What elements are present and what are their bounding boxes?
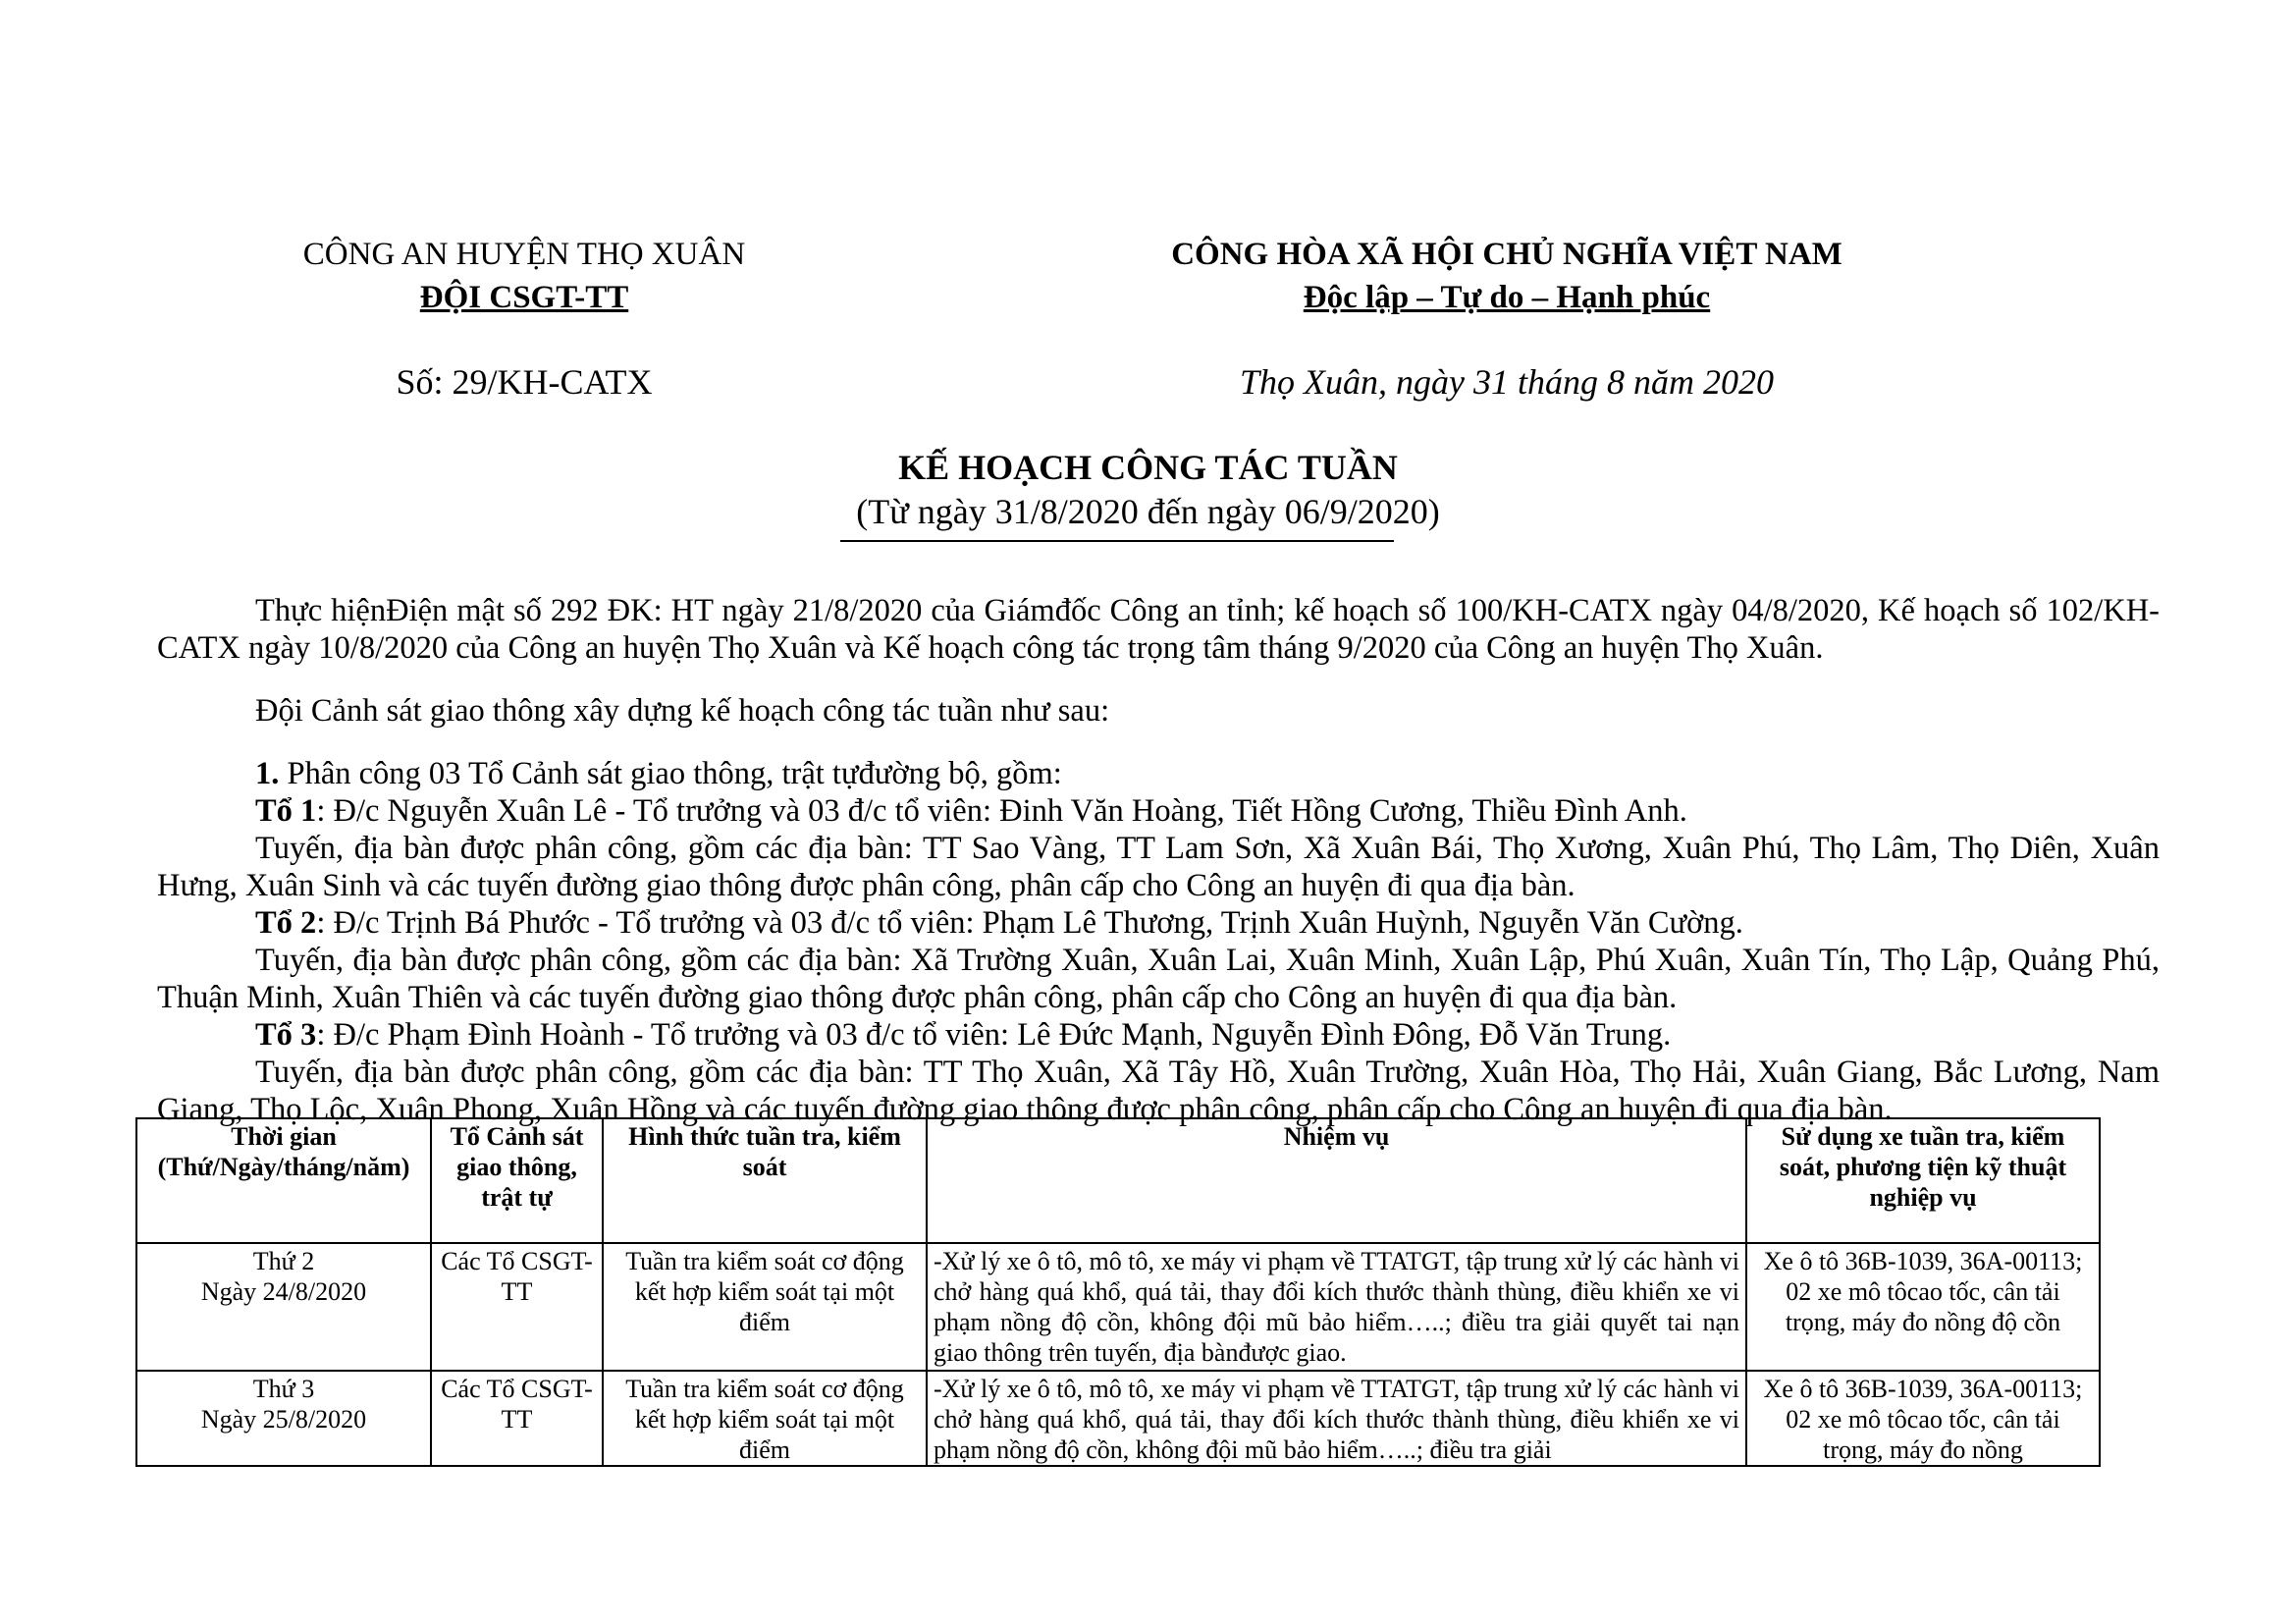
cell-equipment-text: Xe ô tô 36B-1039, 36A-00113; 02 xe mô tôcao tốc, cân tải trọng, máy đo nồng [1763,1375,2083,1464]
cell-task [927,1243,1746,1371]
cell-time [136,1243,431,1371]
section-1-paragraph [157,755,2160,792]
header-task: Nhiệm vụ [927,1118,1746,1243]
subtitle-underline [840,540,1394,542]
header-team: Tổ Cảnh sát giao thông, trật tự [431,1118,603,1243]
cell-equipment-text: Xe ô tô 36B-1039, 36A-00113; 02 xe mô tôcao tốc, cân tải trọng, máy đo nồng độ cồn [1763,1247,2083,1336]
team-1-label: Tổ 1 [255,793,317,829]
place-date: Thọ Xuân, ngày 31 tháng 8 năm 2020 [1240,362,1774,402]
cell-team: Các Tổ CSGT-TT [431,1243,603,1371]
header-time [136,1118,431,1243]
team-1-paragraph [157,792,2160,830]
section-1-number: 1. [255,756,280,791]
header-equipment: Sử dụng xe tuần tra, kiểm soát, phương tiện kỹ thuật nghiệp vụ [1746,1118,2100,1243]
header-time-line1: Thời gian [231,1122,337,1151]
nation-name: CÔNG HÒA XÃ HỘI CHỦ NGHĨA VIỆT NAM [1171,237,1842,272]
team-2-paragraph [157,904,2160,942]
team-1-area: Tuyến, địa bàn được phân công, gồm các địa bàn: TT Sao Vàng, TT Lam Sơn, Xã Xuân Bái, Thọ Xương, Xuân Phú, Thọ Lâm, Thọ Diên, Xuân Hưng, Xuân Sinh và các tuyến đường giao thông được phân công, phân cấp cho Công an huyện đi qua địa bàn. [157,831,2160,903]
table-row [136,1371,2100,1466]
team-2-area: Tuyến, địa bàn được phân công, gồm các địa bàn: Xã Trường Xuân, Xuân Lai, Xuân Minh, Xuân Lập, Phú Xuân, Xuân Tín, Thọ Lập, Quảng Phú, Thuận Minh, Xuân Thiên và các tuyến đường giao thông được phân công, phân cấp cho Công an huyện đi qua địa bàn. [157,943,2160,1015]
cell-day: Thứ 2 [252,1247,315,1275]
cell-form: Tuần tra kiểm soát cơ động kết hợp kiểm soát tại một điểm [603,1243,927,1371]
header-left [265,233,783,319]
cell-team: Các Tổ CSGT-TT [431,1371,603,1466]
team-3-area: Tuyến, địa bàn được phân công, gồm các địa bàn: TT Thọ Xuân, Xã Tây Hồ, Xuân Trường, Xuân Hòa, Thọ Hải, Xuân Giang, Bắc Lương, Nam Giang, Thọ Lộc, Xuân Phong, Xuân Hồng và các tuyến đường giao thông được phân công, phân cấp cho Công an huyện đi qua địa bàn. [157,1055,2160,1127]
header-right [1099,233,1914,319]
header-time-line2: (Thứ/Ngày/tháng/năm) [157,1153,410,1181]
document-number: Số: 29/KH-CATX [396,362,653,402]
team-3-paragraph [157,1016,2160,1054]
cell-task-text: -Xử lý xe ô tô, mô tô, xe máy vi phạm về TTATGT, tập trung xử lý các hành vi chở hàng quá khổ, quá tải, thay đổi kích thước thành thùng, điều khiển xe vi phạm nồng độ cồn, không đội mũ bảo hiểm…..; điều tra giải [934,1375,1739,1464]
cell-form: Tuần tra kiểm soát cơ động kết hợp kiểm soát tại một điểm [603,1371,927,1466]
team-2-members: : Đ/c Trịnh Bá Phước - Tổ trưởng và 03 đ/c tổ viên: Phạm Lê Thương, Trịnh Xuân Huỳnh, Nguyễn Văn Cường. [316,905,1743,941]
unit-name: ĐỘI CSGT-TT [419,280,629,315]
weekly-plan-table [135,1117,2101,1467]
team-2-label: Tổ 2 [255,905,317,941]
cell-equipment [1746,1243,2100,1371]
table-header-row [136,1118,2100,1243]
agency-name: CÔNG AN HUYỆN THỌ XUÂN [302,237,746,272]
table-row [136,1243,2100,1371]
cell-task [927,1371,1746,1466]
document-subtitle: (Từ ngày 31/8/2020 đến ngày 06/9/2020) [856,492,1440,531]
document-body [157,592,2160,1128]
document-title: KẾ HOẠCH CÔNG TÁC TUẦN [898,448,1398,487]
team-3-members: : Đ/c Phạm Đình Hoành - Tổ trưởng và 03 đ/c tổ viên: Lê Đức Mạnh, Nguyễn Đình Đông, Đỗ Văn Trung. [316,1017,1672,1053]
cell-date: Ngày 25/8/2020 [200,1405,367,1434]
section-1-text: Phân công 03 Tổ Cảnh sát giao thông, trật tựđường bộ, gồm: [279,756,1062,791]
cell-day: Thứ 3 [252,1375,315,1403]
intro-paragraph: Thực hiệnĐiện mật số 292 ĐK: HT ngày 21/8/2020 của Giámđốc Công an tỉnh; kế hoạch số 100/KH-CATX ngày 04/8/2020, Kế hoạch số 102/KH-CATX ngày 10/8/2020 của Công an huyện Thọ Xuân và Kế hoạch công tác trọng tâm tháng 9/2020 của Công an huyện Thọ Xuân. [157,593,2160,666]
team-3-label: Tổ 3 [255,1017,317,1053]
team-1-members: : Đ/c Nguyễn Xuân Lê - Tổ trưởng và 03 đ/c tổ viên: Đinh Văn Hoàng, Tiết Hồng Cương, Thiều Đình Anh. [316,793,1687,829]
plan-intro-paragraph: Đội Cảnh sát giao thông xây dựng kế hoạch công tác tuần như sau: [255,693,1110,729]
motto: Độc lập – Tự do – Hạnh phúc [1303,280,1711,315]
cell-equipment [1746,1371,2100,1466]
header-form: Hình thức tuần tra, kiểm soát [603,1118,927,1243]
cell-date: Ngày 24/8/2020 [200,1277,367,1306]
cell-time [136,1371,431,1466]
cell-task-text: -Xử lý xe ô tô, mô tô, xe máy vi phạm về TTATGT, tập trung xử lý các hành vi chở hàng quá khổ, quá tải, thay đổi kích thước thành thùng, điều khiển xe vi phạm nồng độ cồn, không đội mũ bảo hiểm…..; điều tra giải quyết tai nạn giao thông trên tuyến, địa bànđược giao. [934,1247,1739,1367]
